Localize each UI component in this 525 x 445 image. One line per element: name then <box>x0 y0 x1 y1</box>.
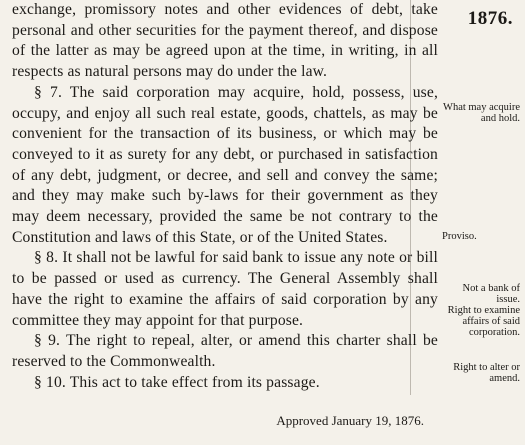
margin-note-not-bank: Not a bank of issue. <box>462 283 520 305</box>
margin-note-examine: Right to examine affairs of said corporation. <box>447 305 520 338</box>
statute-text <box>12 0 438 393</box>
approval-date: Approved January 19, 1876. <box>276 413 424 428</box>
margin-note-acquire: What may acquire and hold. <box>443 102 520 124</box>
margin-note-alter: Right to alter or amend. <box>453 362 520 384</box>
section-8: § 8. It shall not be lawful for said bank to issue any note or bill to be passed or used as currency. The General Assembly shall have the right to examine the affairs of said corporation by any committee they may appoint for that purpose. <box>12 249 438 329</box>
paragraph-continued: exchange, promissory notes and other evidences of debt, take personal and other securities for the payment thereof, and dispose of the latter as may be agreed upon at the time, in writing, in all respects as natural persons may do under the law. <box>12 1 438 81</box>
section-10: § 10. This act to take effect from its passage. <box>34 373 320 391</box>
margin-note-proviso: Proviso. <box>442 231 477 242</box>
section-7: § 7. The said corporation may acquire, hold, possess, use, occupy, and enjoy all such real estate, goods, chattels, as may be convenient for the transaction of its business, or which may be conveyed to it as surety for any debt, or purchased in satisfaction of any debt, judgment, or decree, and sell and convey the same; and they may make such by-laws for their government as they may deem necessary, provided the same be not contrary to the Constitution and laws of this State, or of the United States. <box>12 83 438 246</box>
page-year: 1876. <box>467 8 513 29</box>
section-9: § 9. The right to repeal, alter, or amend this charter shall be reserved to the Commonwealth. <box>12 332 438 370</box>
